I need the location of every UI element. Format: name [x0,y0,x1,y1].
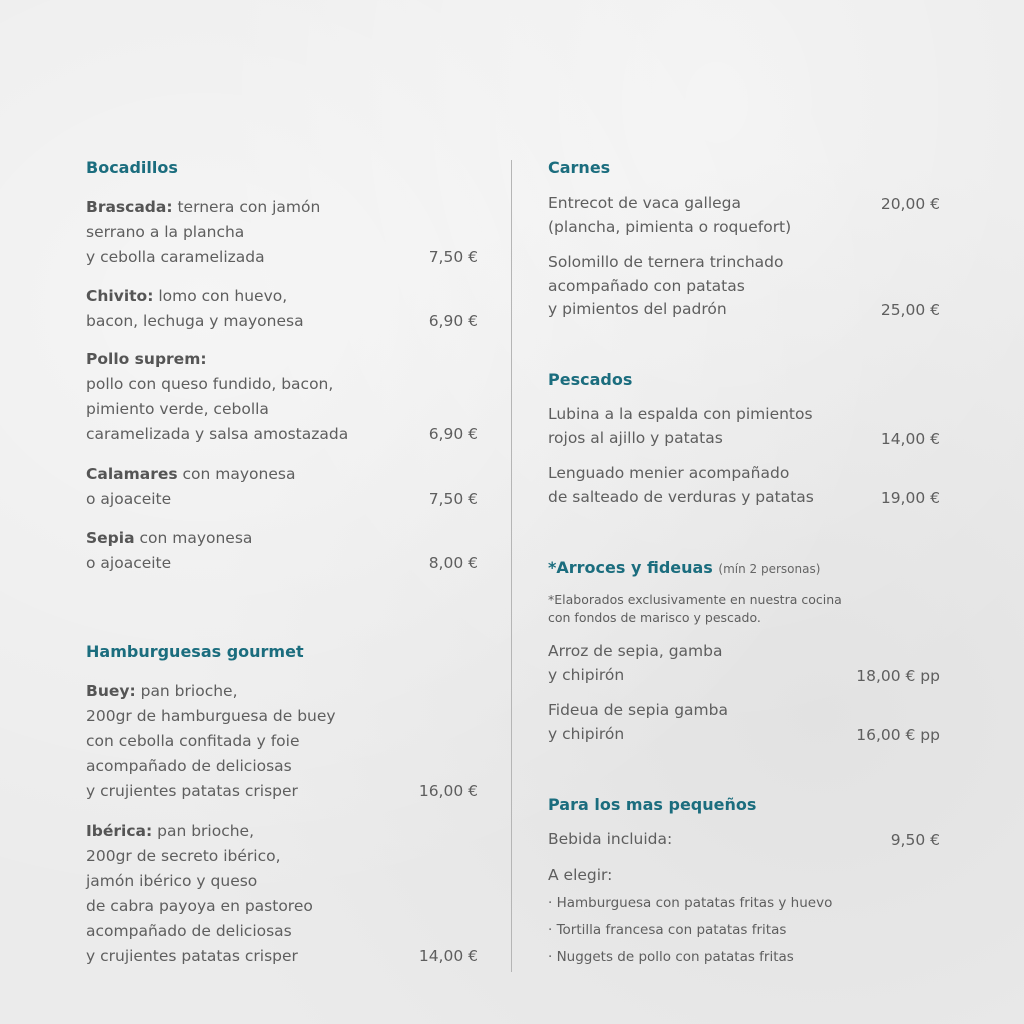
menu-item [548,462,940,509]
section-title: Carnes [548,158,611,177]
section-title: Bocadillos [86,158,178,177]
item-description: pan brioche, [135,682,238,700]
item-description: con mayonesa [134,529,253,547]
item-description: o ajoaceite [86,490,172,508]
item-description: Lenguado menier acompañado [548,464,790,482]
section-heading [86,640,304,664]
item-description: acompañado de deliciosas [86,757,292,775]
item-description: con cebolla confitada y foie [86,732,300,750]
section-heading [548,793,756,817]
column-divider [511,160,512,972]
item-price: 14,00 € [880,429,940,448]
item-line [548,462,940,486]
item-description: pimiento verde, cebolla [86,400,269,418]
item-line [86,195,478,220]
item-description: y crujientes patatas crisper [86,782,298,800]
section-title: Para los mas pequeños [548,795,757,814]
item-description: y cebolla caramelizada [86,248,265,266]
item-description: de cabra payoya en pastoreo [86,897,313,915]
item-description: ternera con jamón [172,198,321,216]
item-price: 16,00 € [418,782,478,800]
item-name: Brascada: [86,198,173,216]
item-price: 20,00 € [880,195,940,213]
item-line [86,220,478,245]
item-line [86,869,478,894]
item-line [86,844,478,869]
item-price: 19,00 € [880,488,940,507]
item-description: caramelizada y salsa amostazada [86,425,349,443]
item-description: (plancha, pimienta o roquefort) [548,217,792,236]
item-description: de salteado de verduras y patatas [548,487,814,506]
menu-item [86,819,478,969]
item-line [86,245,478,270]
item-description: y chipirón [548,665,625,684]
menu-item [548,864,940,888]
item-price: 9,50 € [890,831,940,849]
item-description: Bebida incluida: [548,830,673,848]
item-line [86,397,478,422]
item-line [86,309,478,334]
item-name: Calamares [86,465,178,483]
item-line [548,828,940,852]
menu-item [548,192,940,239]
section-title: Hamburguesas gourmet [86,642,304,661]
item-line [86,347,478,372]
item-price: 16,00 € pp [856,725,940,744]
item-price: 14,00 € [418,947,478,965]
item-price: 7,50 € [428,490,478,508]
item-line [86,551,478,576]
item-line [86,704,478,729]
item-description: lomo con huevo, [153,287,288,305]
item-description: o ajoaceite [86,554,172,572]
item-description: serrano a la plancha [86,223,245,241]
item-description: Lubina a la espalda con pimientos [548,405,813,423]
section-note: *Elaborados exclusivamente en nuestra cocina [548,592,842,607]
kids-option: · Tortilla francesa con patatas fritas [548,922,787,938]
item-line [86,754,478,779]
item-line [86,487,478,512]
item-name: Pollo suprem: [86,350,207,368]
item-price: 8,00 € [428,554,478,572]
item-line [548,251,940,275]
item-description: bacon, lechuga y mayonesa [86,312,304,330]
item-line [86,679,478,704]
item-price: 7,50 € [428,248,478,266]
item-description: 200gr de hamburguesa de buey [86,707,336,725]
section-note: con fondos de marisco y pescado. [548,610,761,625]
item-description: y pimientos del padrón [548,300,727,319]
section-heading [548,556,820,581]
section-heading [548,156,610,180]
menu-item [86,347,478,447]
item-description: jamón ibérico y queso [86,872,258,890]
section-heading [548,368,632,392]
item-description: rojos al ajillo y patatas [548,428,723,447]
menu-item [548,828,940,852]
item-line [86,462,478,487]
item-line [548,864,940,888]
item-description: y chipirón [548,724,625,743]
kids-option: · Nuggets de pollo con patatas fritas [548,949,794,965]
item-line [86,894,478,919]
section-title: *Arroces y fideuas [548,558,713,577]
menu-item [86,195,478,270]
item-price: 18,00 € pp [856,666,940,685]
item-price: 25,00 € [880,301,940,320]
item-line [86,919,478,944]
item-line [86,422,478,447]
menu-item [86,679,478,804]
item-description: con mayonesa [177,465,296,483]
menu-item [86,462,478,512]
item-line [86,526,478,551]
menu-item [86,284,478,334]
item-line [548,216,940,240]
item-description: pan brioche, [152,822,255,840]
item-description: Arroz de sepia, gamba [548,642,723,660]
item-name: Ibérica: [86,822,153,840]
menu-item [86,526,478,576]
menu-item [548,699,940,746]
item-price: 6,90 € [428,312,478,330]
section-subtitle: (mín 2 personas) [718,562,821,576]
item-line [548,403,940,427]
menu-item [548,640,940,687]
item-description: acompañado con patatas [548,276,745,295]
item-name: Sepia [86,529,135,547]
item-description: A elegir: [548,866,613,884]
item-description: pollo con queso fundido, bacon, [86,375,334,393]
item-description: 200gr de secreto ibérico, [86,847,281,865]
item-line [548,699,940,723]
item-line [86,729,478,754]
item-description: Entrecot de vaca gallega [548,194,742,212]
item-line [86,372,478,397]
item-description: Fideua de sepia gamba [548,701,728,719]
item-price: 6,90 € [428,425,478,443]
item-line [548,640,940,664]
item-description: acompañado de deliciosas [86,922,292,940]
kids-option: · Hamburguesa con patatas fritas y huevo [548,895,833,911]
item-name: Buey: [86,682,136,700]
section-title: Pescados [548,370,633,389]
item-description: y crujientes patatas crisper [86,947,298,965]
menu-item [548,251,940,322]
item-line [86,819,478,844]
item-line [86,284,478,309]
menu-item [548,403,940,450]
item-line [548,275,940,299]
item-name: Chivito: [86,287,154,305]
section-heading [86,156,178,180]
item-description: Solomillo de ternera trinchado [548,253,784,271]
